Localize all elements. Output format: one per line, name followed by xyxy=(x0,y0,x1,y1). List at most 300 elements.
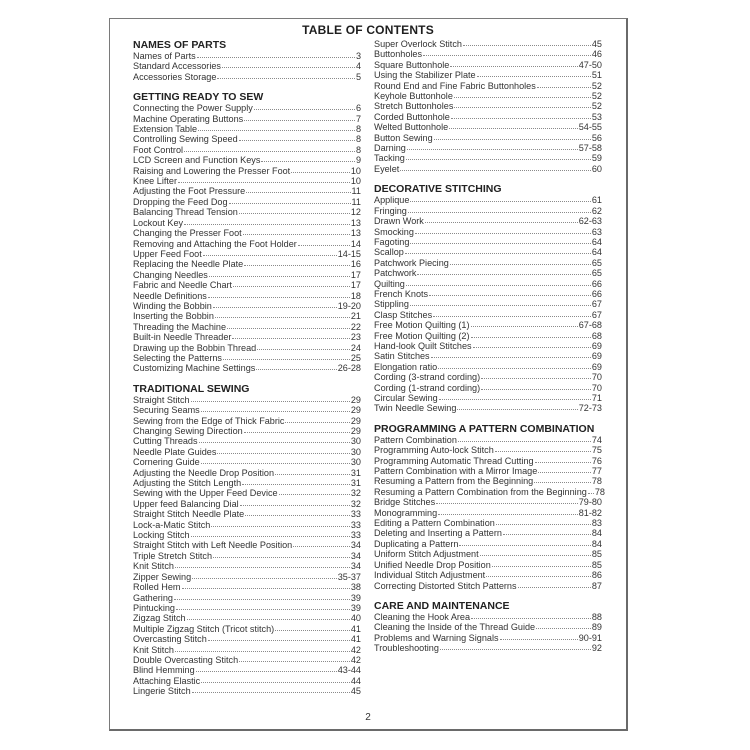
toc-entry-page: 8 xyxy=(355,134,361,145)
toc-entry xyxy=(374,486,605,497)
toc-entry xyxy=(133,582,361,592)
toc-entry-label: Adjusting the Needle Drop Position xyxy=(133,467,275,478)
toc-entry-page: 22 xyxy=(350,321,361,332)
dot-leader xyxy=(425,222,578,223)
toc-entry-label: Individual Stitch Adjustment xyxy=(374,570,486,581)
toc-entry xyxy=(374,216,602,226)
toc-entry-page: 30 xyxy=(350,446,361,457)
toc-entry xyxy=(133,280,361,290)
dot-leader xyxy=(279,494,350,495)
toc-entry xyxy=(133,197,361,207)
toc-entry xyxy=(374,81,602,91)
toc-entry xyxy=(133,259,361,269)
toc-entry-label: Free Motion Quilting (2) xyxy=(374,330,470,341)
dot-leader xyxy=(473,347,591,348)
toc-entry xyxy=(374,456,602,466)
toc-entry-page: 53 xyxy=(591,111,602,122)
dot-leader xyxy=(440,649,591,650)
toc-entry-page: 38 xyxy=(350,582,361,593)
toc-entry-label: Unified Needle Drop Position xyxy=(374,559,491,570)
dot-leader xyxy=(192,692,350,693)
toc-entry-page: 9 xyxy=(355,155,361,166)
toc-entry-label: Standard Accessories xyxy=(133,61,221,72)
toc-entry-label: Names of Parts xyxy=(133,51,196,61)
toc-entry-label: Hand-look Quilt Stitches xyxy=(374,340,472,351)
toc-entry xyxy=(133,468,361,478)
toc-entry-label: Rolled Hem xyxy=(133,582,181,593)
toc-entry-label: Needle Plate Guides xyxy=(133,446,217,457)
toc-entry-label: Buttonholes xyxy=(374,49,423,60)
toc-entry-label: Duplicating a Pattern xyxy=(374,538,459,549)
dot-leader xyxy=(242,484,350,485)
toc-entry xyxy=(133,72,361,82)
dot-leader xyxy=(486,576,591,577)
toc-entry-page: 26-28 xyxy=(337,363,361,374)
toc-entry xyxy=(374,122,602,132)
toc-entry xyxy=(374,133,602,143)
toc-entry-page: 13 xyxy=(350,228,361,239)
toc-entry-label: Deleting and Inserting a Pattern xyxy=(374,528,502,539)
dot-leader xyxy=(463,45,591,46)
toc-entry xyxy=(374,299,602,309)
toc-entry xyxy=(133,520,361,530)
section-heading: DECORATIVE STITCHING xyxy=(374,183,502,196)
dot-leader xyxy=(298,245,350,246)
dot-leader xyxy=(534,482,591,483)
toc-entry xyxy=(133,249,361,259)
toc-entry-page: 69 xyxy=(591,361,602,372)
dot-leader xyxy=(233,286,350,287)
toc-entry-page: 81-82 xyxy=(578,507,602,518)
toc-entry-page: 51 xyxy=(591,70,602,81)
dot-leader xyxy=(191,536,350,537)
dot-leader xyxy=(201,463,350,464)
toc-entry-page: 72-73 xyxy=(578,403,602,414)
toc-entry-label: Threading the Machine xyxy=(133,321,227,332)
toc-entry xyxy=(374,372,602,382)
toc-entry-label: Pattern Combination with a Mirror Image xyxy=(374,466,538,477)
toc-section-care-and-maintenance xyxy=(374,600,602,654)
dot-leader xyxy=(261,161,355,162)
toc-entry-page: 75 xyxy=(591,445,602,456)
dot-leader xyxy=(407,149,578,150)
dot-leader xyxy=(471,337,591,338)
toc-entry-page: 34 xyxy=(350,540,361,551)
toc-entry-label: Dropping the Feed Dog xyxy=(133,196,228,207)
toc-entry xyxy=(374,91,602,101)
toc-entry-page: 44 xyxy=(350,675,361,686)
toc-entry-label: LCD Screen and Function Keys xyxy=(133,155,261,166)
toc-entry-page: 79-80 xyxy=(578,497,602,508)
toc-entry xyxy=(133,239,361,249)
dot-leader xyxy=(196,671,337,672)
toc-entry-page: 64 xyxy=(591,247,602,258)
toc-entry-label: Corded Buttonhole xyxy=(374,111,450,122)
toc-entry xyxy=(133,665,361,675)
toc-entry-label: Inserting the Bobbin xyxy=(133,311,214,322)
toc-entry-page: 8 xyxy=(355,124,361,135)
toc-entry-label: Straight Stitch with Left Needle Position xyxy=(133,540,293,551)
dot-leader xyxy=(215,317,350,318)
toc-entry-label: Customizing Machine Settings xyxy=(133,363,256,374)
toc-entry-page: 30 xyxy=(350,436,361,447)
dot-leader xyxy=(429,295,591,296)
toc-entry xyxy=(133,61,361,71)
dot-leader xyxy=(232,338,349,339)
toc-entry xyxy=(133,488,361,498)
toc-entry-page: 18 xyxy=(350,290,361,301)
toc-entry-label: Upper feed Balancing Dial xyxy=(133,498,239,509)
toc-entry xyxy=(133,426,361,436)
section-heading: TRADITIONAL SEWING xyxy=(133,382,250,395)
toc-entry xyxy=(374,518,602,528)
toc-entry-page: 35-37 xyxy=(337,571,361,582)
toc-entry-label: Fagoting xyxy=(374,236,410,247)
toc-entry-page: 4 xyxy=(355,61,361,72)
toc-entry-page: 29 xyxy=(350,415,361,426)
dot-leader xyxy=(222,67,355,68)
toc-entry-label: Securing Seams xyxy=(133,405,200,416)
dot-leader xyxy=(434,139,591,140)
toc-entry-label: Correcting Distorted Stitch Patterns xyxy=(374,580,517,591)
toc-entry xyxy=(374,351,602,361)
toc-entry-label: Darning xyxy=(374,143,406,154)
dot-leader xyxy=(199,442,350,443)
toc-entry-page: 29 xyxy=(350,405,361,416)
toc-entry xyxy=(374,403,602,413)
toc-entry-label: Built-in Needle Threader xyxy=(133,332,232,343)
toc-entry-page: 24 xyxy=(350,342,361,353)
toc-entry-page: 33 xyxy=(350,509,361,520)
dot-leader xyxy=(480,555,591,556)
toc-entry-label: Lock-a-Matic Stitch xyxy=(133,519,211,530)
toc-entry xyxy=(374,153,602,163)
toc-entry-page: 34 xyxy=(350,561,361,572)
toc-entry-page: 84 xyxy=(591,538,602,549)
dot-leader xyxy=(244,265,350,266)
dot-leader xyxy=(239,661,350,662)
toc-entry-label: Knee Lifter xyxy=(133,176,177,187)
section-heading: GETTING READY TO SEW xyxy=(133,91,264,104)
toc-entry-label: Patchwork Piecing xyxy=(374,257,449,268)
toc-entry-page: 71 xyxy=(591,393,602,403)
dot-leader xyxy=(588,493,594,494)
dot-leader xyxy=(275,630,350,631)
toc-entry-label: Machine Operating Buttons xyxy=(133,113,244,124)
toc-entry xyxy=(374,508,602,518)
dot-leader xyxy=(410,201,590,202)
dot-leader xyxy=(182,588,350,589)
toc-entry-page: 16 xyxy=(350,259,361,270)
dot-leader xyxy=(481,378,591,379)
dot-leader xyxy=(246,192,350,193)
toc-entry-label: Elongation ratio xyxy=(374,361,438,372)
toc-entry xyxy=(133,218,361,228)
toc-section-names-of-parts xyxy=(133,39,361,82)
dot-leader xyxy=(176,609,350,610)
toc-entry-label: Cutting Threads xyxy=(133,436,198,447)
toc-entry-label: Foot Control xyxy=(133,144,184,155)
toc-entry-label: Blind Hemming xyxy=(133,665,195,676)
toc-entry xyxy=(133,686,361,696)
toc-entry-page: 69 xyxy=(591,340,602,351)
toc-entry xyxy=(133,176,361,186)
dot-leader xyxy=(459,545,590,546)
dot-leader xyxy=(410,243,590,244)
toc-entry-label: Zigzag Stitch xyxy=(133,613,186,624)
toc-entry-page: 57-58 xyxy=(578,143,602,154)
toc-entry xyxy=(374,393,602,403)
toc-entry-label: Round End and Fine Fabric Buttonholes xyxy=(374,80,536,91)
toc-entry-page: 14 xyxy=(350,238,361,249)
dot-leader xyxy=(201,411,350,412)
toc-entry-label: Double Overcasting Stitch xyxy=(133,654,239,665)
toc-entry-page: 21 xyxy=(350,311,361,322)
toc-entry-page: 29 xyxy=(350,426,361,436)
dot-leader xyxy=(431,357,591,358)
toc-entry xyxy=(133,207,361,217)
toc-entry-label: Changing Needles xyxy=(133,269,208,280)
toc-entry xyxy=(374,633,602,643)
toc-entry-label: Fringing xyxy=(374,205,407,216)
dot-leader xyxy=(191,401,350,402)
toc-entry-label: Multiple Zigzag Stitch (Tricot stitch) xyxy=(133,623,275,634)
toc-entry-label: Free Motion Quilting (1) xyxy=(374,320,470,331)
dot-leader xyxy=(254,109,355,110)
toc-entry-label: Pattern Combination xyxy=(374,434,457,445)
toc-entry xyxy=(133,134,361,144)
toc-entry-page: 11 xyxy=(351,196,361,207)
toc-entry-page: 33 xyxy=(350,530,361,541)
toc-entry xyxy=(374,612,602,622)
toc-entry xyxy=(374,60,602,70)
dot-leader xyxy=(197,57,355,58)
toc-entry-label: Twin Needle Sewing xyxy=(374,403,457,414)
dot-leader xyxy=(536,628,591,629)
toc-entry-label: Zipper Sewing xyxy=(133,571,192,582)
toc-entry-page: 7 xyxy=(355,113,361,124)
toc-entry xyxy=(133,301,361,311)
toc-entry-page: 13 xyxy=(350,217,361,228)
dot-leader xyxy=(211,526,350,527)
dot-leader xyxy=(449,128,578,129)
toc-entry-page: 25 xyxy=(350,352,361,363)
toc-entry-page: 17 xyxy=(350,269,361,280)
toc-entry-page: 14-15 xyxy=(337,248,361,259)
toc-entry-page: 60 xyxy=(591,163,602,174)
toc-entry-label: Patchwork xyxy=(374,268,417,279)
dot-leader xyxy=(481,389,591,390)
toc-entry xyxy=(133,228,361,238)
toc-entry-page: 87 xyxy=(591,580,602,591)
toc-entry xyxy=(133,416,361,426)
dot-leader xyxy=(535,462,591,463)
toc-entry-label: Tacking xyxy=(374,153,405,164)
toc-entry-label: Sewing from the Edge of Thick Fabric xyxy=(133,415,285,426)
toc-entry-label: Smocking xyxy=(374,226,414,237)
toc-entry-label: Quilting xyxy=(374,278,405,289)
toc-entry xyxy=(374,383,602,393)
toc-entry-label: Drawn Work xyxy=(374,216,424,227)
toc-entry-page: 76 xyxy=(591,455,602,466)
toc-entry xyxy=(133,186,361,196)
toc-entry-label: Overcasting Stitch xyxy=(133,634,207,645)
toc-entry-label: Button Sewing xyxy=(374,132,433,143)
toc-entry-page: 52 xyxy=(591,101,602,112)
dot-leader xyxy=(243,234,350,235)
toc-entry-page: 70 xyxy=(591,382,602,393)
toc-entry xyxy=(133,530,361,540)
dot-leader xyxy=(477,76,591,77)
dot-leader xyxy=(451,118,591,119)
toc-entry-page: 52 xyxy=(591,80,602,91)
toc-entry xyxy=(133,311,361,321)
toc-entry xyxy=(133,51,361,61)
toc-entry xyxy=(133,634,361,644)
toc-entry-page: 68 xyxy=(591,330,602,341)
toc-entry-label: Adjusting the Foot Pressure xyxy=(133,186,246,197)
dot-leader xyxy=(245,515,350,516)
toc-entry xyxy=(133,343,361,353)
dot-leader xyxy=(244,120,355,121)
toc-entry-page: 85 xyxy=(591,559,602,570)
toc-entry-page: 43-44 xyxy=(337,665,361,676)
dot-leader xyxy=(408,212,591,213)
toc-column-right xyxy=(374,39,605,663)
toc-entry-page: 67 xyxy=(591,299,602,310)
dot-leader xyxy=(438,514,578,515)
toc-entry-label: Knit Stitch xyxy=(133,561,174,572)
toc-entry-page: 10 xyxy=(350,165,361,176)
toc-entry xyxy=(374,435,602,445)
toc-entry xyxy=(374,539,602,549)
toc-entry-label: Connecting the Power Supply xyxy=(133,103,253,114)
toc-entry xyxy=(133,447,361,457)
toc-entry xyxy=(133,676,361,686)
dot-leader xyxy=(256,369,336,370)
toc-entry xyxy=(374,195,602,205)
toc-entry-page: 77 xyxy=(591,466,602,477)
toc-section-decorative-stitching xyxy=(374,183,602,414)
dot-leader xyxy=(184,224,350,225)
toc-entry-page: 8 xyxy=(355,144,361,155)
dot-leader xyxy=(240,505,350,506)
dot-leader xyxy=(192,578,337,579)
dot-leader xyxy=(239,140,355,141)
toc-entry-page: 31 xyxy=(350,467,361,478)
toc-entry xyxy=(374,227,602,237)
toc-entry-label: Knit Stitch xyxy=(133,644,174,655)
toc-entry xyxy=(133,166,361,176)
dot-leader xyxy=(438,368,591,369)
toc-entry xyxy=(374,476,602,486)
toc-entry-label: Uniform Stitch Adjustment xyxy=(374,549,479,560)
dot-leader xyxy=(201,682,350,683)
toc-entry-label: Welted Buttonhole xyxy=(374,122,449,133)
toc-entry-label: Selecting the Patterns xyxy=(133,352,222,363)
dot-leader xyxy=(213,307,337,308)
dot-leader xyxy=(293,546,350,547)
toc-entry xyxy=(133,395,361,405)
toc-entry xyxy=(133,291,361,301)
dot-leader xyxy=(217,78,355,79)
toc-entry-page: 42 xyxy=(350,644,361,655)
toc-entry-page: 23 xyxy=(350,332,361,343)
dot-leader xyxy=(223,359,350,360)
toc-entry-label: Applique xyxy=(374,195,410,206)
toc-entry-page: 86 xyxy=(591,570,602,581)
toc-entry-label: French Knots xyxy=(374,288,429,299)
dot-leader xyxy=(227,328,350,329)
toc-entry-label: Removing and Attaching the Foot Holder xyxy=(133,238,297,249)
toc-entry-page: 29 xyxy=(350,394,361,405)
toc-entry-page: 32 xyxy=(350,488,361,499)
toc-entry-page: 66 xyxy=(591,288,602,299)
toc-entry xyxy=(374,622,602,632)
toc-entry xyxy=(374,310,602,320)
toc-entry-label: Sewing with the Upper Feed Device xyxy=(133,488,278,499)
page-title: TABLE OF CONTENTS xyxy=(302,23,434,37)
toc-entry-page: 59 xyxy=(591,153,602,164)
dot-leader xyxy=(471,326,578,327)
dot-leader xyxy=(410,305,591,306)
toc-entry xyxy=(133,499,361,509)
toc-entry-label: Problems and Warning Signals xyxy=(374,632,499,643)
toc-entry-page: 54-55 xyxy=(578,122,602,133)
toc-entry-label: Replacing the Needle Plate xyxy=(133,259,244,270)
toc-entry-label: Balancing Thread Tension xyxy=(133,207,238,218)
toc-entry xyxy=(133,655,361,665)
dot-leader xyxy=(471,618,591,619)
toc-entry xyxy=(374,164,602,174)
toc-entry-label: Stippling xyxy=(374,299,409,310)
toc-entry-page: 19-20 xyxy=(337,300,361,311)
toc-entry-page: 34 xyxy=(350,550,361,561)
toc-entry-label: Straight Stitch xyxy=(133,394,190,405)
dot-leader xyxy=(244,432,350,433)
toc-entry-page: 65 xyxy=(591,268,602,279)
dot-leader xyxy=(450,66,577,67)
toc-entry xyxy=(133,353,361,363)
toc-entry xyxy=(374,112,602,122)
dot-leader xyxy=(184,151,355,152)
dot-leader xyxy=(208,640,350,641)
toc-entry-label: Fabric and Needle Chart xyxy=(133,280,233,291)
dot-leader xyxy=(457,409,577,410)
toc-entry-page: 45 xyxy=(350,686,361,697)
dot-leader xyxy=(423,55,591,56)
dot-leader xyxy=(208,297,350,298)
dot-leader xyxy=(518,587,591,588)
section-heading: PROGRAMMING A PATTERN COMBINATION xyxy=(374,422,595,435)
toc-entry xyxy=(133,124,361,134)
toc-entry-label: Changing Sewing Direction xyxy=(133,426,243,436)
toc-entry xyxy=(133,551,361,561)
toc-entry xyxy=(133,114,361,124)
dot-leader xyxy=(439,399,591,400)
dot-leader xyxy=(538,472,591,473)
toc-entry-page: 39 xyxy=(350,602,361,613)
dot-leader xyxy=(450,264,591,265)
toc-entry-label: Adjusting the Stitch Length xyxy=(133,478,242,489)
toc-entry-label: Programming Automatic Thread Cutting xyxy=(374,455,534,466)
dot-leader xyxy=(496,524,591,525)
dot-leader xyxy=(454,107,591,108)
dot-leader xyxy=(537,87,591,88)
toc-entry-page: 63 xyxy=(591,226,602,237)
dot-leader xyxy=(291,172,350,173)
toc-entry-label: Cleaning the Hook Area xyxy=(374,611,471,622)
